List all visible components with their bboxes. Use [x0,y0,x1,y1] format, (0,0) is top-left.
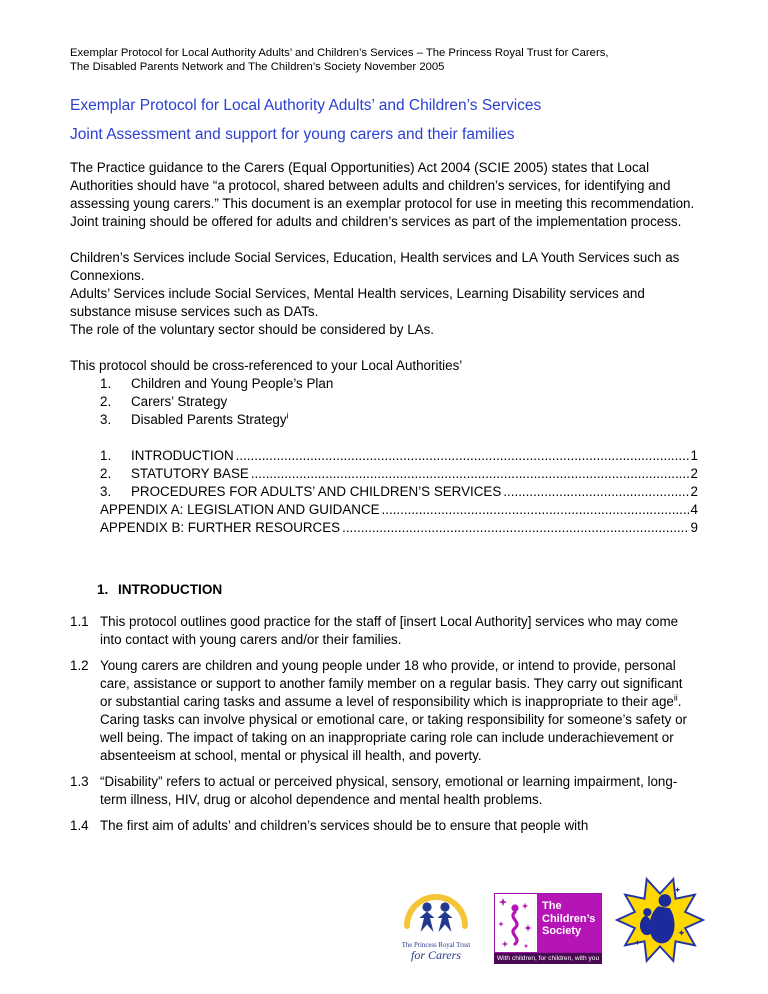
stars-swirl-icon [495,894,537,952]
services-line-voluntary: The role of the voluntary sector should be considered by LAs. [70,322,434,337]
section-title: INTRODUCTION [118,582,223,597]
toc-item-label: APPENDIX A: LEGISLATION AND GUIDANCE [100,502,380,517]
cross-reference-intro: This protocol should be cross-referenced to your Local Authorities’ [70,358,463,373]
childrens-society-wordmark [537,894,601,952]
document-header [70,46,698,74]
toc-item-appendix-a [70,501,698,519]
section-heading-introduction [70,581,698,599]
paragraph-text: Young carers are children and young people under 18 who provide, or intend to provide, personal care, assistance or support to another family member on a regular basis. They carry out significant or substantial caring tasks and assume a level of responsibility which is inappropriate to their age$^{ii}$. Caring tasks can involve physical or emotional care, or taking responsibility for someone’s safety or well being. The impact of taking on an inappropriate caring role can include underachievement or absenteeism at school, mental or physical ill health, and poverty. [100,658,687,763]
paragraph-number: 1.4 [70,818,89,833]
paragraph-number: 1.3 [70,774,89,789]
paragraph-1-4 [70,817,698,835]
paragraph-text: This protocol outlines good practice for the staff of [insert Local Authority] services who may come into contact with young carers and/or their families. [100,614,679,647]
starburst-figure-icon [612,876,708,964]
childrens-society-mark [494,893,602,953]
list-item-number: 1. [100,376,112,391]
toc-item-number: 2. [100,466,112,481]
toc-item-label: APPENDIX B: FURTHER RESOURCES [100,520,341,535]
cs-word-childrens: Children’s [542,912,596,925]
paragraph-number: 1.2 [70,658,89,673]
table-of-contents [70,447,698,537]
toc-item-procedures [70,483,698,501]
paragraph-text: The first aim of adults’ and children’s services should be to ensure that people with [100,818,589,833]
footnote-reference: ii [673,692,678,703]
list-item [70,393,698,411]
toc-dot-leader [382,501,689,519]
toc-item-number: 3. [100,484,112,499]
list-item [70,375,698,393]
list-item-number: 3. [100,412,112,427]
document-subtitle: Joint Assessment and support for young carers and their families [70,126,515,143]
list-item-text: Carers’ Strategy [131,394,228,409]
toc-item-appendix-b [70,519,698,537]
document-title: Exemplar Protocol for Local Authority Adults’ and Children’s Services [70,97,542,114]
toc-item-introduction [70,447,698,465]
toc-item-label: STATUTORY BASE [131,466,249,481]
list-item-text: Children and Young People’s Plan [131,376,334,391]
list-item [70,411,698,429]
toc-item-label: PROCEDURES FOR ADULTS’ AND CHILDREN’S SERVICES [131,484,502,499]
header-line-1: Exemplar Protocol for Local Authority Adults’ and Children’s Services – The Princess Royal Trust for Carers, [70,47,609,59]
toc-item-number: 1. [100,448,112,463]
toc-dot-leader [236,447,689,465]
paragraph-1-1 [70,613,698,649]
toc-item-label: INTRODUCTION [131,448,234,463]
toc-dot-leader [342,519,688,537]
disabled-parents-network-logo [612,876,708,964]
cs-word-the: The [542,900,562,912]
paragraph-practice-guidance: The Practice guidance to the Carers (Equal Opportunities) Act 2004 (SCIE 2005) states that Local Authorities should have “a protocol, shared between adults and children’s services, for identifying and assessing young carers.” This document is an exemplar protocol for use in meeting this recommendation. Joint training should be offered for adults and children’s services as part of the implementation process. [70,160,695,229]
section-number: 1. [97,582,109,597]
toc-page-number: 9 [690,520,698,535]
toc-dot-leader [503,483,688,501]
toc-item-statutory-base [70,465,698,483]
paragraph-text: “Disability” refers to actual or perceived physical, sensory, emotional or learning impairment, long-term illness, HIV, drug or alcohol dependence and mental health problems. [100,774,678,807]
services-line-children: Children’s Services include Social Services, Education, Health services and LA Youth Services such as Connexions. [70,250,680,283]
toc-page-number: 4 [690,502,698,517]
toc-page-number: 2 [690,484,698,499]
toc-page-number: 2 [690,466,698,481]
prt-logo-name: The Princess Royal Trust [401,942,471,949]
princess-royal-trust-logo [388,874,484,964]
prt-logo-tagline: for Carers [411,948,461,962]
paragraph-number: 1.1 [70,614,89,629]
arch-figures-icon [396,874,476,936]
paragraph-1-3 [70,773,698,809]
paragraph-1-2 [70,657,698,765]
paragraph-services-definitions [70,249,698,339]
footnote-reference: i [286,410,289,421]
paragraph-cross-reference [70,357,698,429]
list-item-text: Disabled Parents Strategy$^i$ [131,410,289,427]
toc-dot-leader [251,465,689,483]
childrens-society-logo [494,893,602,964]
footer-logos [388,874,708,964]
childrens-society-banner: With children, for children, with you [494,953,602,964]
services-line-adults: Adults’ Services include Social Services, Mental Health services, Learning Disability services and substance misuse services such as DATs. [70,286,645,319]
cross-reference-list [70,375,698,429]
toc-page-number: 1 [690,448,698,463]
header-line-2: The Disabled Parents Network and The Children’s Society November 2005 [70,61,445,73]
cs-word-society: Society [542,925,582,937]
list-item-number: 2. [100,394,112,409]
